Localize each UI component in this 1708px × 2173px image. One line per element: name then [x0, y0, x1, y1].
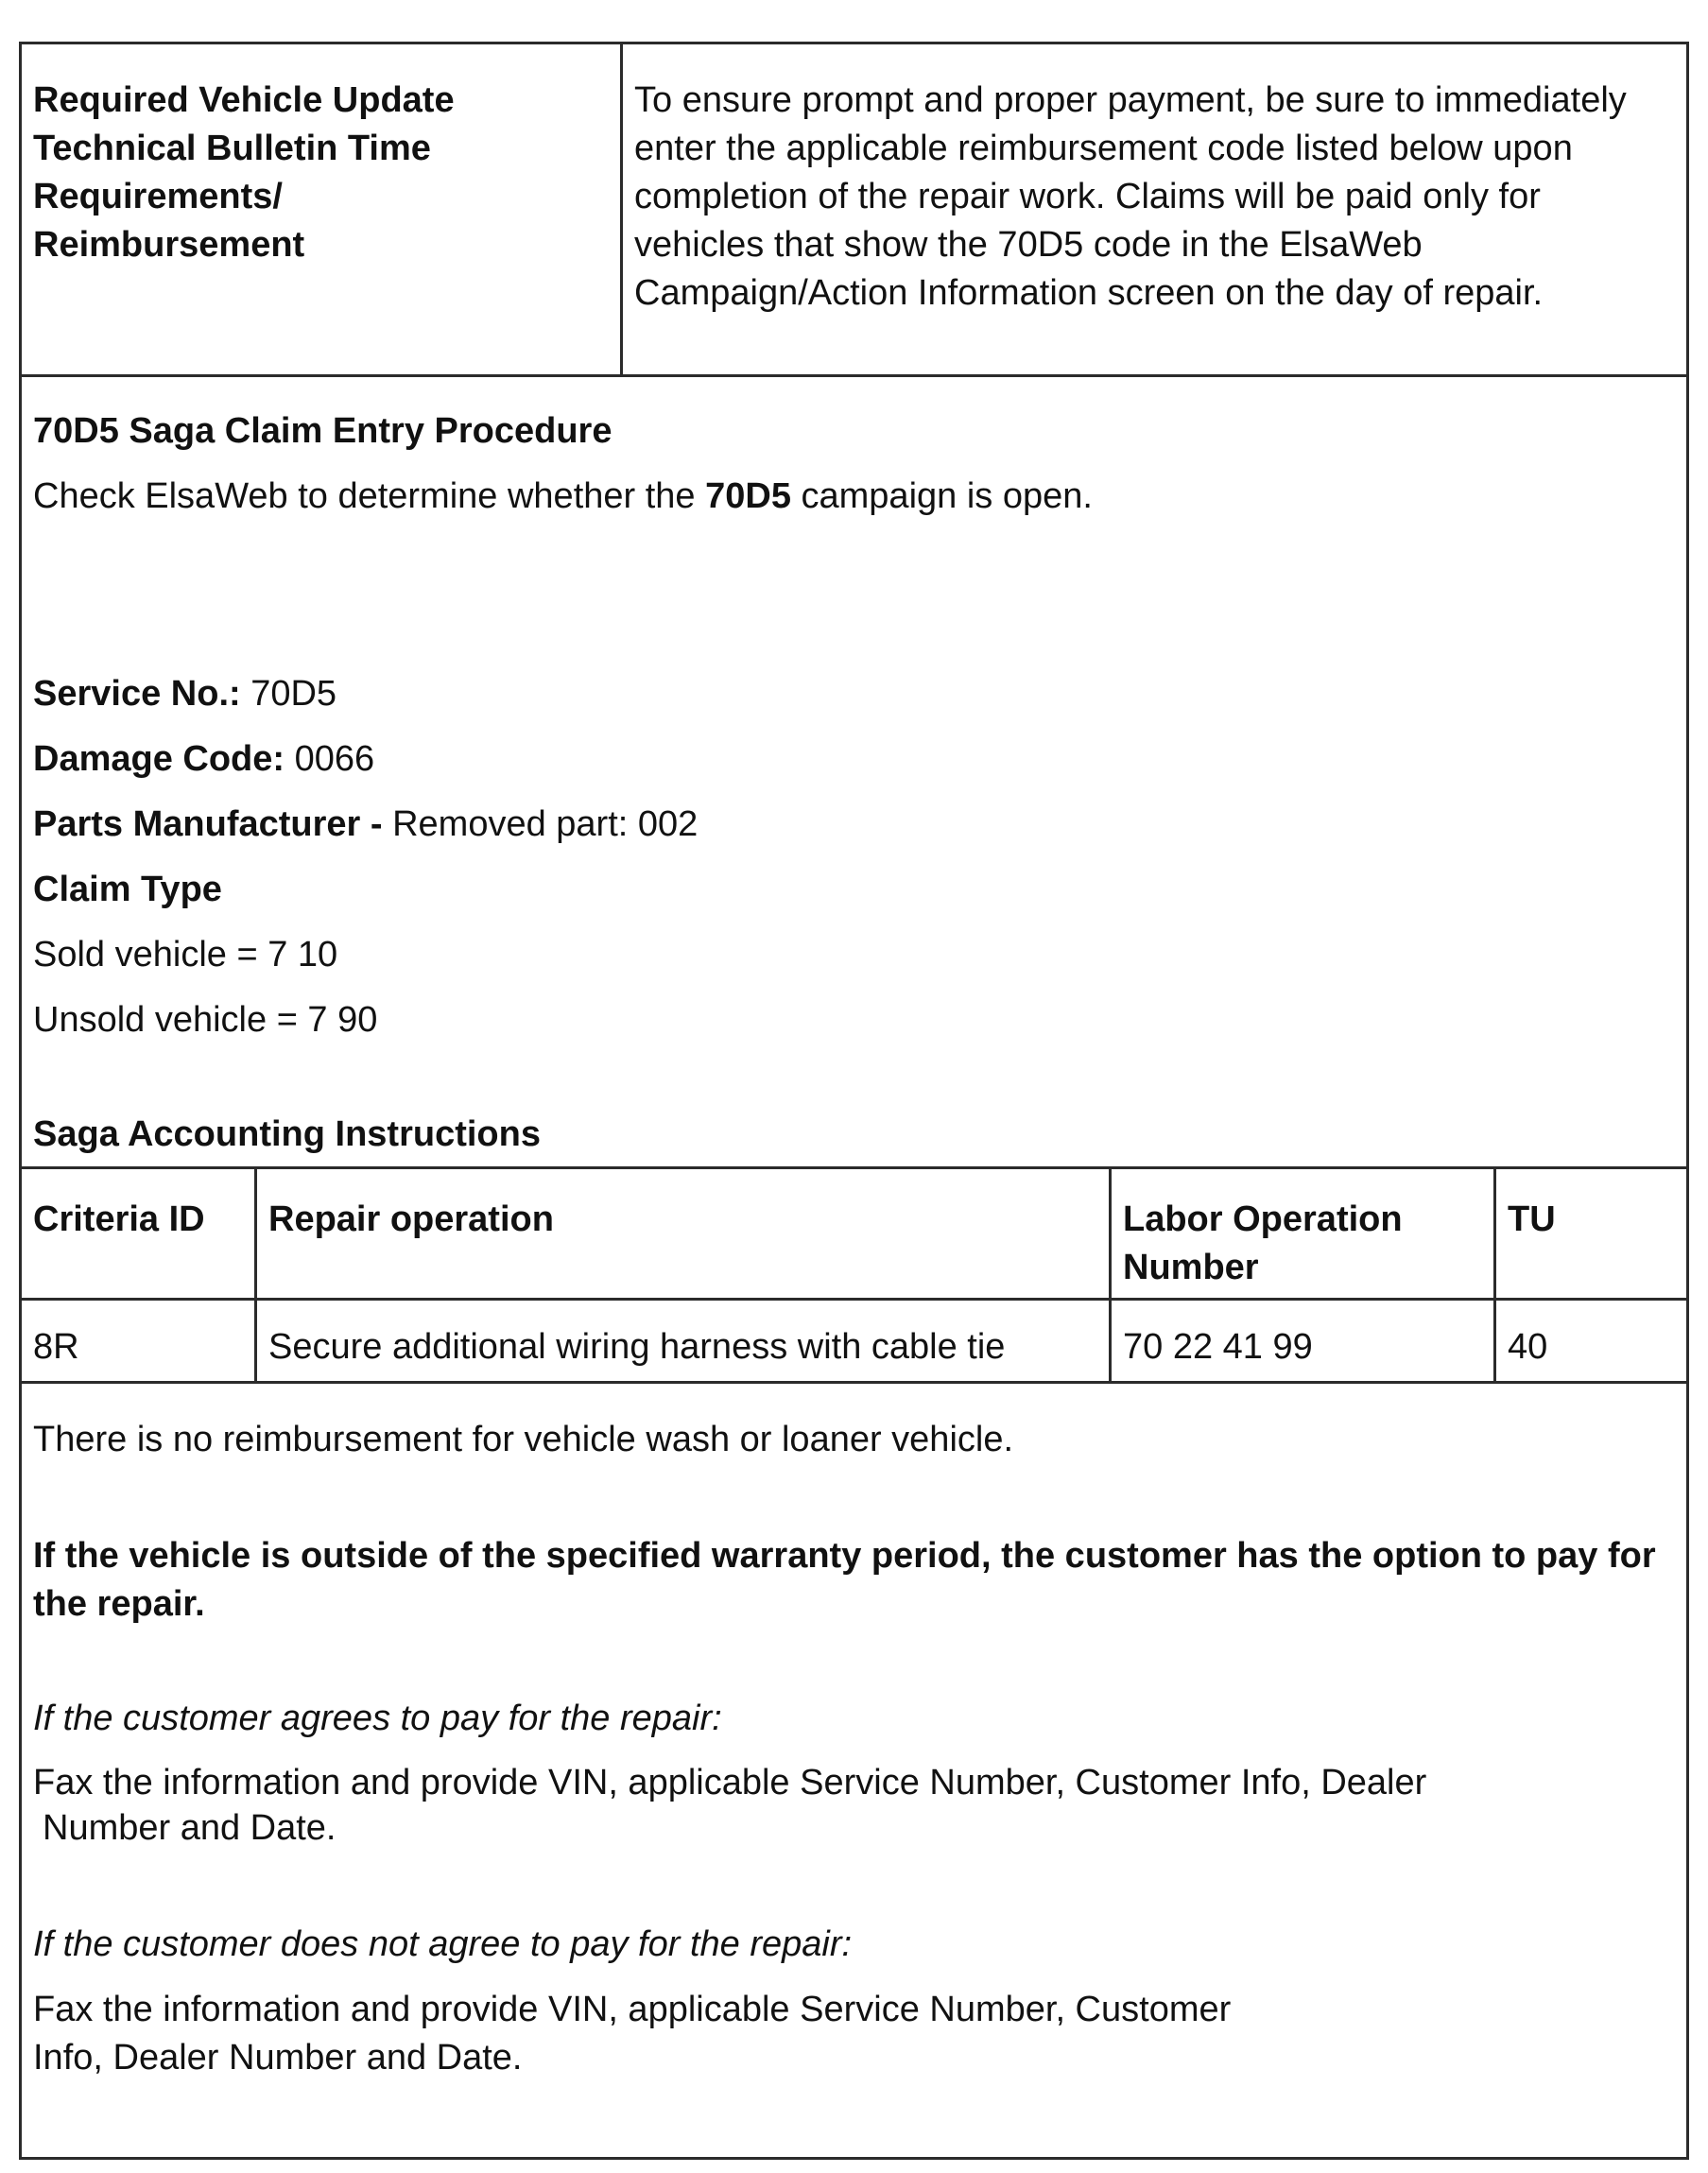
column-header-labor-operation-number: Labor Operation Number — [1111, 1168, 1495, 1300]
reimbursement-title-line: Required Vehicle Update — [33, 80, 455, 120]
customer-declines-instruction — [33, 1986, 1675, 2082]
parts-manufacturer-line — [33, 801, 1675, 849]
service-number-value: 70D5 — [240, 674, 337, 714]
elsaweb-check-text — [33, 473, 1675, 521]
customer-agrees-heading: If the customer agrees to pay for the repair: — [33, 1699, 722, 1738]
column-header-repair-operation: Repair operation — [256, 1168, 1111, 1300]
customer-agrees-line: Fax the information and provide VIN, applicable Service Number, Customer Info, Dealer — [33, 1763, 1427, 1802]
reimbursement-instructions: To ensure prompt and proper payment, be sure to immediately enter the applicable reimbursement code listed below upon completion of the repair work. Claims will be paid only for vehicles that show the 70D5 code in the ElsaWeb Campaign/Action Information screen on the day of repair. — [634, 80, 1627, 313]
accounting-table-header — [22, 1168, 1686, 1300]
claim-entry-title: 70D5 Saga Claim Entry Procedure — [33, 411, 612, 451]
reimbursement-title-line: Technical Bulletin Time — [33, 129, 431, 168]
customer-agrees-instruction — [33, 1760, 1675, 1851]
notes-section — [22, 1384, 1686, 2082]
reimbursement-title-line: Reimbursement — [33, 225, 305, 265]
campaign-code: 70D5 — [705, 476, 791, 516]
elsaweb-check-suffix: campaign is open. — [790, 476, 1093, 516]
customer-declines-line: Info, Dealer Number and Date. — [33, 2038, 523, 2078]
reimbursement-title-cell — [22, 44, 623, 374]
accounting-title: Saga Accounting Instructions — [33, 1114, 541, 1154]
damage-code-label: Damage Code: — [33, 739, 285, 779]
customer-declines-heading: If the customer does not agree to pay for the repair: — [33, 1924, 853, 1964]
labor-operation-number-cell: 70 22 41 99 — [1111, 1300, 1495, 1383]
unsold-vehicle-code: Unsold vehicle = 7 90 — [33, 1000, 378, 1040]
customer-declines-line: Fax the information and provide VIN, applicable Service Number, Customer — [33, 1990, 1232, 2029]
sold-vehicle-code: Sold vehicle = 7 10 — [33, 935, 338, 974]
claim-entry-section — [22, 377, 1686, 1159]
customer-agrees-line: Number and Date. — [43, 1808, 336, 1848]
no-reimbursement-note: There is no reimbursement for vehicle wash or loaner vehicle. — [33, 1420, 1014, 1459]
claim-type-label: Claim Type — [33, 870, 222, 909]
column-header-criteria-id: Criteria ID — [22, 1168, 256, 1300]
damage-code-value: 0066 — [285, 739, 375, 779]
service-number-line — [33, 670, 1675, 718]
reimbursement-title-line: Requirements/ — [33, 177, 283, 216]
accounting-table — [22, 1166, 1686, 1384]
elsaweb-check-prefix: Check ElsaWeb to determine whether the — [33, 476, 706, 516]
criteria-id-cell: 8R — [22, 1300, 256, 1383]
warranty-note: If the vehicle is outside of the specified warranty period, the customer has the option to pay for the repair. — [33, 1536, 1656, 1624]
repair-operation-cell: Secure additional wiring harness with cable tie — [256, 1300, 1111, 1383]
reimbursement-header-row — [22, 44, 1686, 377]
damage-code-line — [33, 735, 1675, 784]
parts-manufacturer-value: Removed part: 002 — [382, 804, 699, 844]
tu-cell: 40 — [1495, 1300, 1687, 1383]
column-header-tu: TU — [1495, 1168, 1687, 1300]
bulletin-document — [19, 42, 1689, 2160]
table-row — [22, 1300, 1686, 1383]
service-number-label: Service No.: — [33, 674, 241, 714]
parts-manufacturer-label: Parts Manufacturer - — [33, 804, 383, 844]
